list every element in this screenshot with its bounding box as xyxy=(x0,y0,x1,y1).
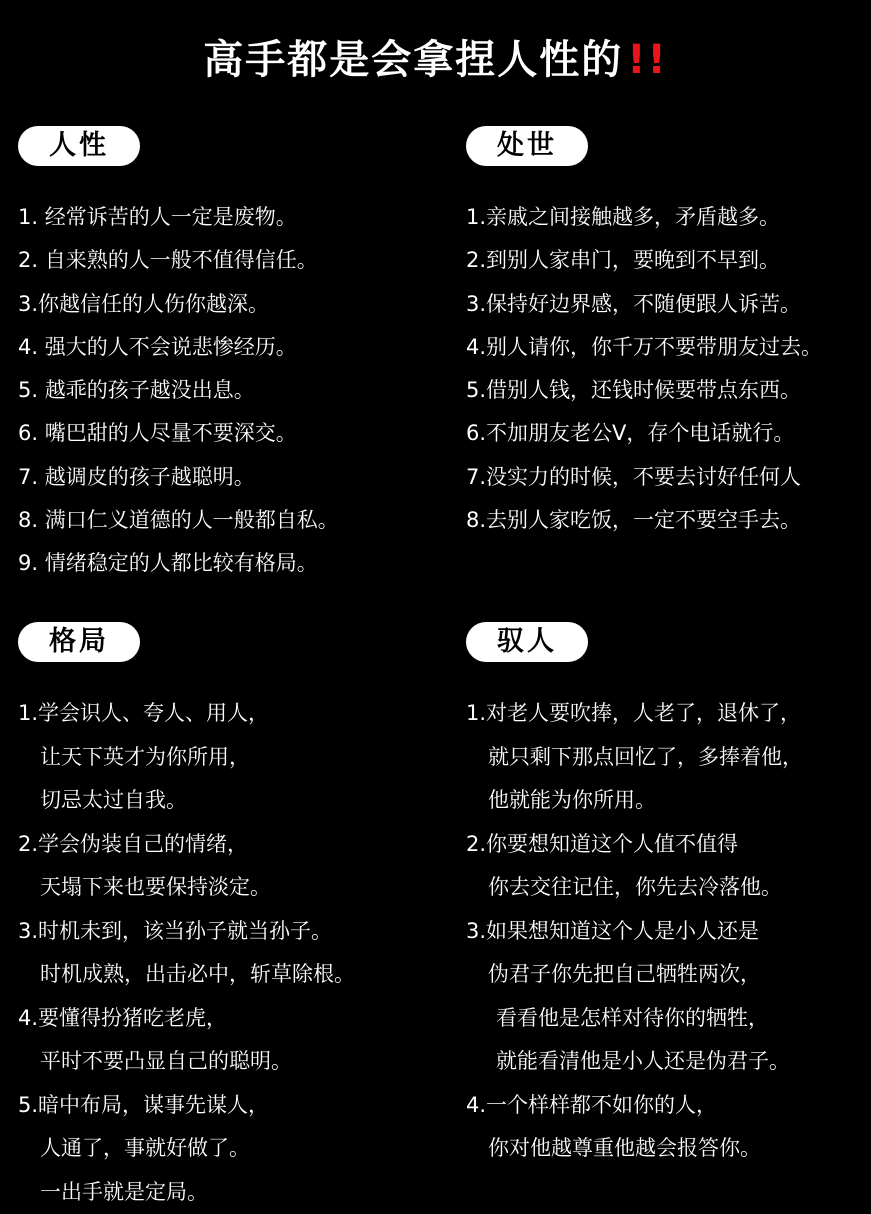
list-item: 4.要懂得扮猪吃老虎， xyxy=(18,997,355,1041)
list-item: 1.对老人要吹捧，人老了，退休了， xyxy=(466,692,803,736)
geju-list xyxy=(18,692,355,1214)
renxing-list xyxy=(18,196,339,586)
list-item: 7.没实力的时候，不要去讨好任何人 xyxy=(466,456,822,499)
list-item: 4. 强大的人不会说悲惨经历。 xyxy=(18,326,339,369)
chushi-list xyxy=(466,196,822,542)
section-renxing xyxy=(18,126,339,586)
list-item-continuation: 伪君子你先把自己牺牲两次， xyxy=(466,953,803,997)
list-item: 1. 经常诉苦的人一定是废物。 xyxy=(18,196,339,239)
list-item: 3.时机未到，该当孙子就当孙子。 xyxy=(18,910,355,954)
list-item: 4.一个样样都不如你的人， xyxy=(466,1084,803,1128)
list-item: 3.你越信任的人伤你越深。 xyxy=(18,283,339,326)
list-item: 9. 情绪稳定的人都比较有格局。 xyxy=(18,542,339,585)
list-item: 6. 嘴巴甜的人尽量不要深交。 xyxy=(18,412,339,455)
list-item: 3.如果想知道这个人是小人还是 xyxy=(466,910,803,954)
double-exclamation-icon: !! xyxy=(627,37,667,83)
list-item: 1.学会识人、夸人、用人， xyxy=(18,692,355,736)
list-item-continuation: 平时不要凸显自己的聪明。 xyxy=(18,1040,355,1084)
list-item-continuation: 他就能为你所用。 xyxy=(466,779,803,823)
yuren-list xyxy=(466,692,803,1171)
section-header-renxing: 人性 xyxy=(18,126,140,166)
list-item-continuation: 就能看清他是小人还是伪君子。 xyxy=(466,1040,803,1084)
list-item-continuation: 你对他越尊重他越会报答你。 xyxy=(466,1127,803,1171)
list-item-continuation: 天塌下来也要保持淡定。 xyxy=(18,866,355,910)
section-header-yuren: 驭人 xyxy=(466,622,588,662)
section-header-chushi: 处世 xyxy=(466,126,588,166)
section-chushi xyxy=(466,126,822,542)
list-item: 2.学会伪装自己的情绪， xyxy=(18,823,355,867)
list-item-continuation: 时机成熟，出击必中，斩草除根。 xyxy=(18,953,355,997)
list-item: 8. 满口仁义道德的人一般都自私。 xyxy=(18,499,339,542)
list-item: 6.不加朋友老公V，存个电话就行。 xyxy=(466,412,822,455)
list-item-continuation: 人通了，事就好做了。 xyxy=(18,1127,355,1171)
page-title-text: 高手都是会拿捏人性的 xyxy=(203,37,623,83)
page-title xyxy=(0,28,871,85)
section-geju xyxy=(18,622,355,1214)
section-yuren xyxy=(466,622,803,1171)
list-item: 1.亲戚之间接触越多，矛盾越多。 xyxy=(466,196,822,239)
list-item-continuation: 一出手就是定局。 xyxy=(18,1171,355,1214)
list-item: 5. 越乖的孩子越没出息。 xyxy=(18,369,339,412)
list-item-continuation: 看看他是怎样对待你的牺牲， xyxy=(466,997,803,1041)
list-item: 8.去别人家吃饭，一定不要空手去。 xyxy=(466,499,822,542)
list-item: 2.到别人家串门，要晚到不早到。 xyxy=(466,239,822,282)
list-item: 2.你要想知道这个人值不值得 xyxy=(466,823,803,867)
section-header-geju: 格局 xyxy=(18,622,140,662)
list-item: 2. 自来熟的人一般不值得信任。 xyxy=(18,239,339,282)
list-item: 4.别人请你，你千万不要带朋友过去。 xyxy=(466,326,822,369)
list-item-continuation: 切忌太过自我。 xyxy=(18,779,355,823)
list-item-continuation: 让天下英才为你所用， xyxy=(18,736,355,780)
list-item-continuation: 就只剩下那点回忆了，多捧着他， xyxy=(466,736,803,780)
list-item: 5.暗中布局，谋事先谋人， xyxy=(18,1084,355,1128)
list-item: 5.借别人钱，还钱时候要带点东西。 xyxy=(466,369,822,412)
list-item: 7. 越调皮的孩子越聪明。 xyxy=(18,456,339,499)
list-item: 3.保持好边界感，不随便跟人诉苦。 xyxy=(466,283,822,326)
list-item-continuation: 你去交往记住，你先去冷落他。 xyxy=(466,866,803,910)
